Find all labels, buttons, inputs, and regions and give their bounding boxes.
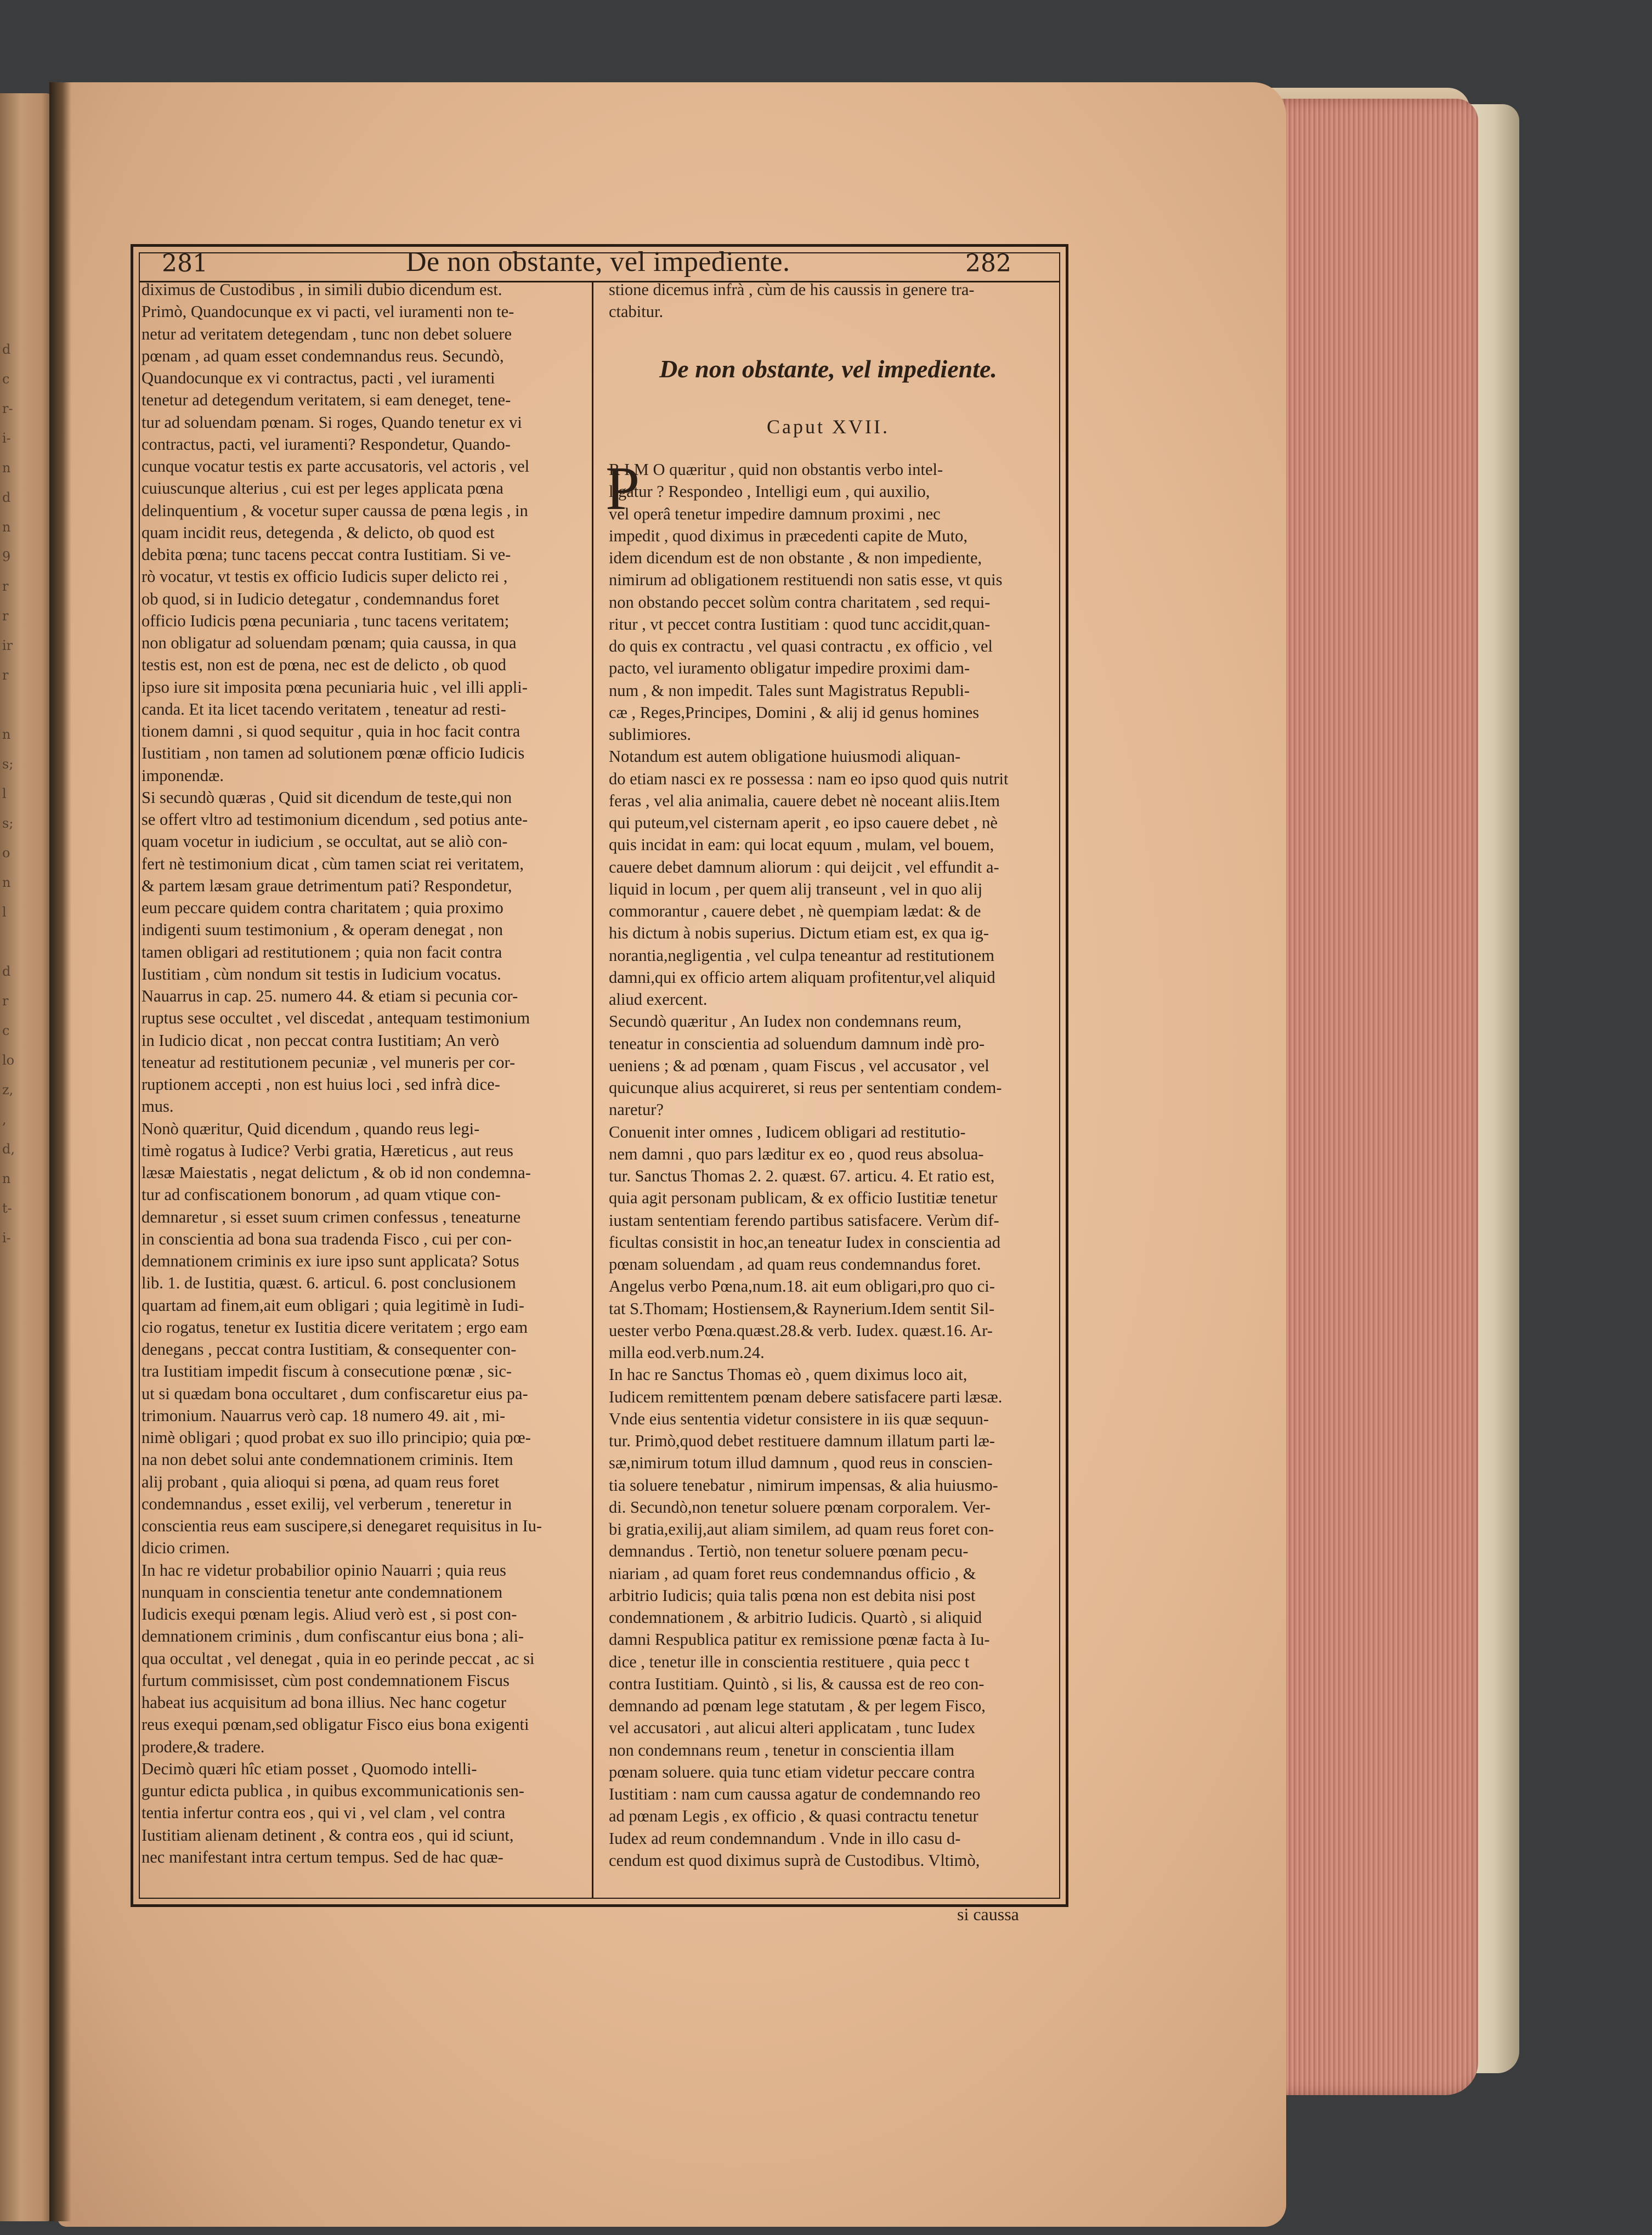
text-line: ipso iure sit imposita pœna pecuniaria huic , vel illi appli- [142,677,528,697]
text-line: imponendæ. [142,766,224,785]
text-line: sæ,nimirum totum illud damnum , quod reus in conscien- [609,1453,993,1473]
text-line: liquid in locum , per quem alij transeunt , vel in quo alij [609,879,983,898]
text-line: naretur? [609,1100,664,1119]
text-line: ritur , vt peccet contra Iustitiam : quod tunc accidit,quan- [609,614,991,633]
column-rule [592,281,593,1899]
left-column [142,279,580,1894]
text-line: tur ad confiscationem bonorum , ad quam vtique con- [142,1185,501,1204]
text-line: ruptionem accepti , non est huius loci , sed infrà dice- [142,1075,500,1094]
text-line: Decimò quæri hîc etiam posset , Quomodo intelli- [142,1759,477,1778]
text-line: guntur edicta publica , in quibus excommunicationis sen- [142,1781,524,1800]
page-number-left: 281 [162,250,208,278]
text-line: qua occultat , vel denegat , quia in eo perinde peccat , ac si [142,1649,535,1668]
text-line: ob quod, si in Iudicio detegatur , condemnandus foret [142,589,500,608]
left-page-edge [0,93,52,2221]
text-line: vel operâ tenetur impedire damnum proximi , nec [609,504,941,523]
text-line: delinquentium , & vocetur super caussa de pœna legis , in [142,501,528,520]
text-line: milla eod.verb.num.24. [609,1343,765,1362]
text-line: impedit , quod diximus in præcedenti capite de Muto, [609,526,968,545]
text-line: læsæ Maiestatis , negat delictum , & ob id non condemna- [142,1163,531,1182]
text-line: condemnationem , & arbitrio Iudicis. Quartò , si aliquid [609,1608,982,1627]
text-line: bi gratia,exilij,aut aliam similem, ad quam reus foret con- [609,1520,994,1538]
text-line: lib. 1. de Iustitia, quæst. 6. articul. 6. post conclusionem [142,1274,516,1293]
text-line: cuiuscunque alterius , cui est per leges applicata pœna [142,479,503,498]
text-line: ruptus sese occultet , vel discedat , antequam testimonium [142,1009,530,1028]
text-line: pœnam soluere. quia tunc etiam videtur peccare contra [609,1762,975,1781]
text-line: niariam , ad quam foret reus condemnandus officio , & [609,1564,976,1583]
text-line: nunquam in conscientia tenetur ante condemnationem [142,1582,503,1602]
text-line: dice , tenetur ille in conscientia restituere , quia pecc t [609,1652,970,1671]
text-line: mus. [142,1097,174,1116]
text-line: denegans , peccat contra Iustitiam, & consequenter con- [142,1340,517,1359]
text-line: tat S.Thomam; Hostiensem,& Raynerium.Idem sentit Sil- [609,1299,995,1318]
drop-cap: P [606,455,640,523]
text-line: netur ad veritatem detegendam , tunc non debet soluere [142,324,512,343]
text-line: pœnam , ad quam esset condemnandus reus. Secundò, [142,346,504,365]
text-line: Iudex ad reum condemnandum . Vnde in illo casu d- [609,1829,961,1848]
text-line: tur. Primò,quod debet restituere damnum illatum parti læ- [609,1431,995,1450]
text-line: iustam sententiam ferendo partibus satisfacere. Verùm dif- [609,1210,999,1230]
text-line: Iustitiam alienam detinent , & contra eos , qui id sciunt, [142,1825,514,1844]
text-line: quicunque alius acquireret, si reus per sententiam condem- [609,1078,1002,1097]
text-line: Si secundò quæras , Quid sit dicendum de teste,qui non [142,788,512,807]
text-line: quam vocetur in iudicium , se occultat, aut se aliò con- [142,832,508,851]
text-line: In hac re Sanctus Thomas eò , quem diximus loco ait, [609,1365,968,1384]
text-line: pœnam soluendam , ad quam reus condemnandus foret. [609,1255,981,1274]
text-line: ligatur ? Respondeo , Intelligi eum , qui auxilio, [609,482,930,501]
chapter-title: De non obstante, vel impediente. [659,355,997,383]
catchword: si caussa [957,1904,1019,1924]
text-line: furtum commisisset, cùm post condemnationem Fiscus [142,1671,510,1690]
text-line: ctabitur. [609,302,664,321]
text-line: idem dicendum est de non obstante , & non impediente, [609,548,982,567]
text-line: stione dicemus infrà , cùm de his caussis in genere tra- [609,280,975,299]
text-line: dicio crimen. [142,1538,230,1558]
text-line: cendum est quod diximus suprà de Custodibus. Vltimò, [609,1851,980,1870]
running-title: De non obstante, vel impediente. [406,246,790,278]
text-line: demnando ad pœnam lege statutam , & per legem Fisco, [609,1696,986,1715]
text-line: contractus, pacti, vel iuramenti? Respondetur, Quando- [142,434,511,454]
text-line: in Iudicio dicat , non peccat contra Iustitiam; An verò [142,1031,500,1050]
text-line: Iustitiam , cùm nondum sit testis in Iudicium vocatus. [142,964,501,983]
text-line: damni Respublica patitur ex remissione pœnæ facta à Iu- [609,1630,990,1649]
text-line: non obstando peccet solùm contra charitatem , sed requi- [609,592,991,612]
text-line: di. Secundò,non tenetur soluere pœnam corporalem. Ver- [609,1497,991,1517]
text-line: Nauarrus in cap. 25. numero 44. & etiam si pecunia cor- [142,987,518,1005]
text-line: Iustitiam : nam cum caussa agatur de condemnando reo [609,1785,981,1803]
text-line: in conscientia ad bona sua tradenda Fisco , cui per con- [142,1229,512,1248]
text-line: aliud exercent. [609,990,708,1009]
text-line: qui puteum,vel cisternam aperit , eo ipso cauere debet , nè [609,813,998,832]
text-line: eum peccare quidem contra charitatem ; quia proximo [142,898,503,917]
text-line: Iudicem remittentem pœnam debere satisfacere parti læsæ. [609,1387,1003,1406]
text-line: tra Iustitiam impedit fiscum à consecutione pœnæ , sic- [142,1362,512,1381]
text-line: Iustitiam , non tamen ad solutionem pœnæ officio Iudicis [142,744,525,763]
text-line: feras , vel alia animalia, cauere debet nè noceant aliis.Item [609,791,1000,810]
text-line: quartam ad finem,ait eum obligari ; quia legitimè in Iudi- [142,1295,524,1315]
text-line: officio Iudicis pœna pecuniaria , tunc tacens veritatem; [142,611,510,630]
text-line: sublimiores. [609,725,691,744]
text-line: tia soluere tenebatur , nimirum impensas, & alia huiusmo- [609,1475,998,1495]
page-number-right: 282 [965,250,1011,278]
text-line: cæ , Reges,Principes, Domini , & alij id genus homines [609,703,980,722]
text-line: Vnde eius sententia videtur consistere in iis quæ sequun- [609,1409,989,1428]
text-line: nem damni , quo pars læditur ex eo , quod reus absolua- [609,1144,984,1163]
page-fore-edge [1261,99,1478,2095]
text-line: demnandus . Tertiò, non tenetur soluere pœnam pecu- [609,1542,969,1561]
text-line: do etiam nasci ex re possessa : nam eo ipso quod quis nutrit [609,769,1009,788]
text-line: testis est, non est de pœna, nec est de delicto , ob quod [142,655,506,675]
text-line: Notandum est autem obligatione huiusmodi aliquan- [609,747,961,766]
text-line: tenetur ad detegendum veritatem, si eam deneget, tene- [142,391,511,410]
gutter-shadow [49,82,71,2221]
text-line: demnaretur , si esset suum crimen confessus , teneaturne [142,1207,521,1226]
text-line: non obligatur ad soluendam pœnam; quia caussa, in qua [142,633,517,652]
text-line: diximus de Custodibus , in simili dubio dicendum est. [142,280,502,299]
text-line: cauere debet damnum aliorum : qui deijcit , vel effundit a- [609,857,999,876]
text-line: contra Iustitiam. Quintò , si lis, & caussa est de reo con- [609,1674,985,1693]
text-line: timè rogatus à Iudice? Verbi gratia, Hæreticus , aut reus [142,1141,513,1160]
text-line: & partem læsam graue detrimentum pati? Respondetur, [142,876,512,895]
text-line: indigenti suum testimonium , & operam denegat , non [142,920,503,940]
text-line: uester verbo Pœna.quæst.28.& verb. Iudex. quæst.16. Ar- [609,1321,993,1340]
right-column [609,459,1048,1893]
text-line: Quandocunque ex vi contractus, pacti , vel iuramenti [142,369,495,387]
text-line: norantia,negligentia , vel culpa teneantur ad restitutionem [609,946,994,965]
chapter-number: Caput XVII. [767,416,890,438]
text-line: non condemnans reum , tenetur in conscientia illam [609,1740,955,1759]
text-line: ueniens ; & ad pœnam , quam Fiscus , vel accusator , vel [609,1056,989,1075]
text-line: debita pœna; tunc tacens peccat contra Iustitiam. Si ve- [142,545,511,564]
text-line: ficultas consistit in hoc,an teneatur Iudex in conscientia ad [609,1232,1000,1252]
text-line: tentia infertur contra eos , qui vi , vel clam , vel contra [142,1803,506,1823]
text-line: tionem damni , si quod sequitur , quia in hoc facit contra [142,722,521,740]
text-line: Primò, Quandocunque ex vi pacti, vel iuramenti non te- [142,302,514,321]
text-line: vel accusatori , aut alicui alteri applicatam , tunc Iudex [609,1718,976,1738]
text-line: cunque vocatur testis ex parte accusatoris, vel actoris , vel [142,457,530,476]
text-line: In hac re videtur probabilior opinio Nauarri ; quia reus [142,1560,506,1580]
text-line: ut si quædam bona occultaret , dum confiscaretur eius pa- [142,1384,528,1403]
text-line: ad pœnam Legis , ex officio , & quasi contractu tenetur [609,1807,978,1826]
text-line: fert nè testimonium dicat , cùm tamen sciat rei veritatem, [142,854,524,873]
text-line: prodere,& tradere. [142,1737,265,1756]
text-line: arbitrio Iudicis; quia talis pœna non est debita nisi post [609,1586,976,1605]
text-line: Secundò quæritur , An Iudex non condemnans reum, [609,1012,961,1031]
text-line: trimonium. Nauarrus verò cap. 18 numero 49. ait , mi- [142,1406,506,1425]
text-line: nec manifestant intra certum tempus. Sed de hac quæ- [142,1847,503,1866]
text-line: tamen obligari ad restitutionem ; quia non facit contra [142,942,502,961]
text-line: reus exequi pœnam,sed obligatur Fisco eius bona exigenti [142,1715,529,1734]
text-line: Conuenit inter omnes , Iudicem obligari ad restitutio- [609,1122,966,1141]
text-line: nimirum ad obligationem restituendi non satis esse, vt quis [609,570,1003,590]
text-line: quam incidit reus, detegenda , & delicto, ob quod est [142,523,495,542]
text-line: demnationem criminis , dum confiscantur eius bona ; ali- [142,1627,524,1646]
text-line: do quis ex contractu , vel quasi contractu , ex officio , vel [609,637,993,655]
text-line: teneatur ad restitutionem pecuniæ , vel muneris per cor- [142,1053,516,1072]
text-line: cio rogatus, tenetur ex Iustitia dicere veritatem ; ergo eam [142,1317,528,1337]
text-line: rò vocatur, vt testis ex officio Iudicis super delicto rei , [142,567,508,586]
text-line: tur ad soluendam pœnam. Si roges, Quando tenetur ex vi [142,412,522,432]
text-line: habeat ius acquisitum ad bona illius. Nec hanc cogetur [142,1693,506,1712]
right-column-head [609,279,1048,323]
text-line: Angelus verbo Pœna,num.18. ait eum obligari,pro quo ci- [609,1277,995,1296]
text-line: tur. Sanctus Thomas 2. 2. quæst. 67. articu. 4. Et ratio est, [609,1167,995,1185]
text-line: condemnandus , esset exilij, vel verberum , teneretur in [142,1494,512,1513]
text-line: R I M O quæritur , quid non obstantis verbo intel- [609,460,943,479]
text-line: Iudicis exequi pœnam legis. Aliud verò est , si post con- [142,1605,517,1623]
text-line: pacto, vel iuramento obligatur impedire proximi dam- [609,659,970,678]
text-line: his dictum à nobis superius. Dictum etiam est, ex qua ig- [609,924,989,943]
text-line: damni,qui ex officio artem aliquam profitentur,vel aliquid [609,967,995,987]
text-line: canda. Et ita licet tacendo veritatem , teneatur ad resti- [142,699,506,718]
text-line: se offert vltro ad testimonium dicendum , sed potius ante- [142,810,528,829]
text-line: teneatur in conscientia ad soluendum damnum indè pro- [609,1034,985,1053]
text-line: commorantur , cauere debet , nè quempiam lædat: & de [609,902,981,920]
text-line: Nonò quæritur, Quid dicendum , quando reus legi- [142,1119,480,1138]
text-line: demnationem criminis ex iure ipso sunt applicata? Sotus [142,1252,519,1270]
text-line: quis incidat in eam: qui locat equum , mulam, vel bouem, [609,835,994,855]
left-page-margin-text: d c r- i- n d n 9 r r ir r n s; l s; o n l d r c lo z, , d, n t- i- [2,342,15,1246]
text-line: nimè obligari ; quod probat ex suo illo principio; quia pœ- [142,1428,531,1447]
text-line: num , & non impedit. Tales sunt Magistratus Republi- [609,681,970,700]
text-line: quia agit personam publicam, & ex officio Iustitiæ tenetur [609,1189,998,1208]
text-line: alij probant , quia alioqui si pœna, ad quam reus foret [142,1472,500,1491]
text-line: conscientia reus eam suscipere,si denegaret requisitus in Iu- [142,1517,542,1535]
text-line: na non debet solui ante condemnationem criminis. Item [142,1450,513,1469]
